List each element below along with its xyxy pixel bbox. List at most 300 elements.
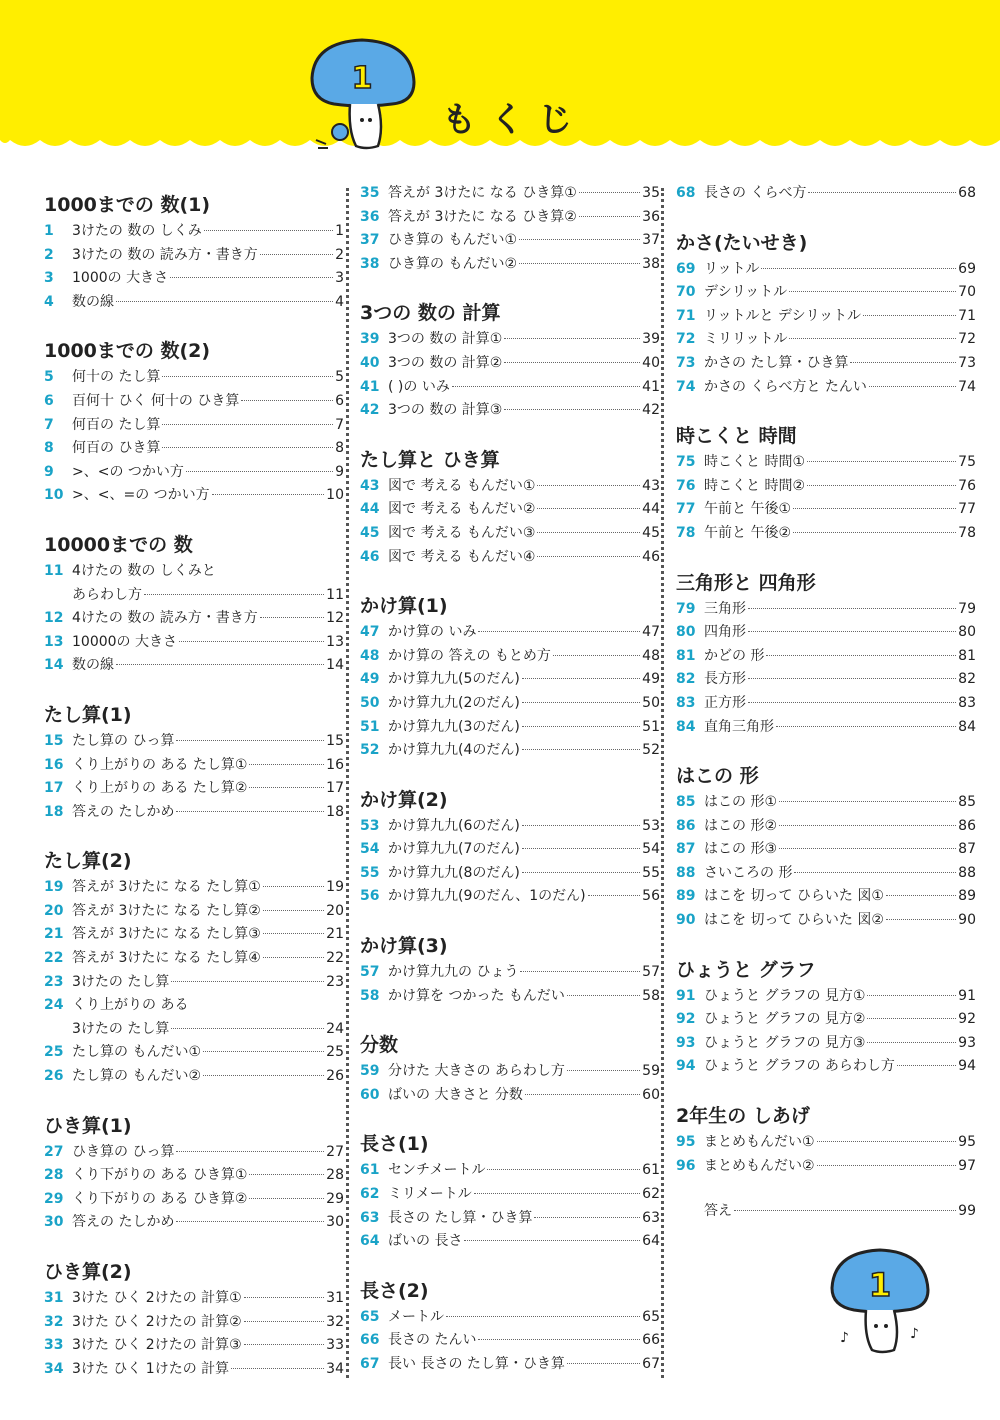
toc-entry[interactable] [44, 947, 344, 971]
toc-entry[interactable] [44, 1164, 344, 1188]
dot-leader [179, 641, 324, 642]
entry-number: 52 [360, 742, 380, 759]
section-title: 時こくと 時間 [676, 425, 797, 448]
toc-section [44, 846, 344, 1088]
section-title: ひき算(2) [44, 1261, 132, 1283]
entry-title: 正方形 [704, 694, 746, 711]
entry-page-number: 35 [642, 185, 660, 201]
toc-entry[interactable] [360, 815, 660, 839]
section-title: かさ(たいせき) [676, 231, 808, 254]
toc-entry[interactable] [44, 1311, 344, 1335]
toc-entry[interactable] [676, 1055, 976, 1079]
toc-entry[interactable] [44, 801, 344, 825]
dot-leader [116, 664, 324, 665]
toc-entry[interactable] [676, 692, 976, 716]
toc-section [360, 1129, 660, 1253]
toc-section [44, 1257, 344, 1381]
toc-entry[interactable] [44, 414, 344, 438]
dot-leader [748, 631, 956, 632]
entry-number: 76 [676, 477, 696, 494]
toc-section [44, 336, 344, 508]
toc-entry[interactable] [676, 258, 976, 282]
dot-leader [170, 277, 333, 278]
dot-leader [793, 532, 956, 533]
dot-leader [748, 678, 956, 679]
toc-entry[interactable] [360, 739, 660, 763]
toc-entry[interactable] [676, 1155, 976, 1179]
entry-title: かけ算九九(7のだん) [388, 841, 520, 858]
toc-entry[interactable] [360, 229, 660, 253]
entry-title: たし算の ひっ算 [72, 732, 175, 749]
entry-title: かけ算九九(6のだん) [388, 817, 520, 834]
entry-title: 3けた ひく 2けたの 計算③ [72, 1337, 242, 1354]
entry-title: 答えが 3けたに なる たし算② [72, 902, 261, 919]
entry-title: 長さの たし算・ひき算 [388, 1209, 533, 1226]
entry-page-number: 62 [642, 1186, 660, 1203]
toc-entry[interactable] [44, 1358, 344, 1382]
entry-number: 54 [360, 841, 380, 858]
dot-leader [249, 764, 324, 765]
entry-page-number: 18 [326, 803, 344, 820]
toc-entry[interactable] [676, 862, 976, 886]
toc-entry[interactable] [676, 281, 976, 305]
entry-page-number: 85 [958, 794, 976, 811]
entry-page-number: 16 [326, 756, 344, 773]
toc-entry[interactable] [360, 1084, 660, 1108]
dot-leader [504, 362, 640, 363]
toc-entry[interactable] [360, 716, 660, 740]
dot-leader [522, 749, 640, 750]
toc-entry[interactable] [676, 815, 976, 839]
entry-number: 72 [676, 331, 696, 348]
entry-title: リットルと デシリットル [704, 307, 862, 324]
entry-page-number: 34 [326, 1360, 344, 1377]
entry-title: ひき算の ひっ算 [72, 1143, 175, 1160]
entry-title: かけ算九九(9のだん、1のだん) [388, 888, 586, 905]
toc-entry[interactable] [676, 621, 976, 645]
entry-number: 21 [44, 926, 64, 943]
toc-entry[interactable] [360, 546, 660, 570]
entry-page-number: 47 [642, 624, 660, 641]
toc-entry[interactable] [44, 923, 344, 947]
toc-entry[interactable] [676, 909, 976, 933]
entry-title: 4けたの 数の 読み方・書き方 [72, 610, 258, 627]
entry-number: 9 [44, 463, 54, 480]
entry-title: 答えの たしかめ [72, 803, 175, 820]
toc-entry[interactable] [44, 291, 344, 315]
entry-page-number: 7 [335, 416, 344, 433]
toc-section [676, 568, 976, 740]
entry-page-number: 33 [326, 1337, 344, 1354]
entry-page-number: 86 [958, 817, 976, 834]
entry-title: ひき算の もんだい② [388, 255, 518, 272]
toc-entry[interactable] [360, 253, 660, 277]
toc-entry[interactable] [360, 1306, 660, 1330]
entry-page-number: 46 [642, 548, 660, 565]
entry-page-number: 52 [642, 742, 660, 759]
dot-leader [794, 872, 956, 873]
toc-entry[interactable] [676, 1131, 976, 1155]
entry-page-number: 38 [642, 255, 660, 272]
page-title: もくじ [442, 100, 586, 140]
entry-page-number: 69 [958, 260, 976, 277]
entry-number: 35 [360, 185, 380, 201]
entry-title: 図で 考える もんだい③ [388, 524, 536, 541]
entry-title: デシリットル [704, 284, 788, 301]
entry-number: 78 [676, 524, 696, 541]
toc-entry[interactable] [44, 654, 344, 678]
dot-leader [748, 608, 956, 609]
toc-entry[interactable] [676, 838, 976, 862]
toc-entry[interactable] [360, 1230, 660, 1254]
toc-entry[interactable] [44, 1065, 344, 1089]
toc-section [676, 1101, 976, 1178]
dot-leader [452, 386, 640, 387]
entry-title: かけ算九九の ひょう [388, 964, 519, 981]
toc-entry[interactable] [44, 1188, 344, 1212]
entry-number: 2 [44, 246, 54, 263]
entry-title: 百何十 ひく 何十の ひき算 [72, 392, 240, 409]
toc-entry[interactable] [44, 1041, 344, 1065]
entry-title: 答えが 3けたに なる たし算③ [72, 926, 261, 943]
toc-entry[interactable] [44, 461, 344, 485]
toc-entry[interactable] [360, 328, 660, 352]
toc-entry[interactable] [44, 607, 344, 631]
dot-leader [176, 1151, 324, 1152]
toc-entry[interactable] [360, 1159, 660, 1183]
entry-page-number: 76 [958, 477, 976, 494]
toc-entry[interactable] [676, 598, 976, 622]
toc-entry[interactable] [360, 1353, 660, 1377]
dot-leader [761, 268, 956, 269]
toc-entry[interactable] [360, 376, 660, 400]
dot-leader [867, 995, 956, 996]
entry-number: 73 [676, 354, 696, 371]
toc-entry[interactable] [44, 390, 344, 414]
toc-entry[interactable] [676, 1032, 976, 1056]
dot-leader [522, 872, 640, 873]
entry-number: 33 [44, 1337, 64, 1354]
entry-title: センチメートル [388, 1162, 486, 1179]
entry-title: ばいの 長さ [388, 1233, 463, 1250]
toc-entry[interactable] [44, 1141, 344, 1165]
dot-leader [212, 494, 325, 495]
entry-number: 47 [360, 624, 380, 641]
entry-title: 長方形 [704, 671, 746, 688]
entry-number: 41 [360, 378, 380, 395]
entry-title: 四角形 [704, 624, 746, 641]
entry-number: 77 [676, 501, 696, 518]
entry-number: 67 [360, 1356, 380, 1372]
toc-entry[interactable] [44, 366, 344, 390]
toc-entry[interactable] [44, 1018, 344, 1042]
entry-page-number: 26 [326, 1068, 344, 1085]
entry-number: 55 [360, 864, 380, 881]
dot-leader [204, 230, 333, 231]
svg-text:♪: ♪ [840, 1330, 849, 1346]
dot-leader [779, 801, 956, 802]
dot-leader [241, 400, 333, 401]
entry-title: 長さの くらべ方 [704, 185, 807, 201]
toc-section [676, 182, 976, 206]
section-title: 1000までの 数(2) [44, 340, 211, 363]
entry-title: 直角三角形 [704, 718, 774, 735]
entry-title: はこを 切って ひらいた 図② [704, 912, 884, 929]
section-title: ひき算(1) [44, 1114, 132, 1137]
toc-entry[interactable] [676, 1008, 976, 1032]
entry-number: 51 [360, 718, 380, 735]
entry-title: はこの 形① [704, 794, 778, 811]
entry-page-number: 49 [642, 671, 660, 688]
entry-number: 45 [360, 524, 380, 541]
dot-leader [162, 447, 333, 448]
entry-number: 90 [676, 912, 696, 929]
toc-section [360, 1030, 660, 1107]
entry-title: 3けたの たし算 [72, 973, 170, 990]
toc-entry[interactable] [44, 754, 344, 778]
toc-entry[interactable] [360, 399, 660, 423]
entry-page-number: 99 [958, 1203, 976, 1220]
entry-page-number: 8 [335, 440, 344, 457]
entry-number: 81 [676, 647, 696, 664]
dot-leader [244, 1321, 324, 1322]
toc-entry[interactable] [676, 451, 976, 475]
entry-number: 13 [44, 633, 64, 650]
dot-leader [478, 631, 640, 632]
entry-page-number: 42 [642, 402, 660, 419]
toc-entry[interactable] [360, 1207, 660, 1231]
toc-entry[interactable] [44, 971, 344, 995]
toc-entry[interactable] [44, 1287, 344, 1311]
entry-page-number: 94 [958, 1058, 976, 1075]
toc-entry[interactable] [360, 206, 660, 230]
toc-entry[interactable] [676, 328, 976, 352]
entry-title: まとめもんだい① [704, 1134, 815, 1151]
toc-entry[interactable] [44, 1211, 344, 1235]
entry-number: 61 [360, 1162, 380, 1179]
entry-title: 答えの たしかめ [72, 1214, 175, 1231]
toc-entry[interactable] [360, 838, 660, 862]
entry-page-number: 5 [335, 369, 344, 386]
entry-number: 19 [44, 879, 64, 896]
entry-title: メートル [388, 1308, 444, 1325]
entry-title: かけ算九九(5のだん) [388, 671, 520, 688]
dot-leader [162, 376, 333, 377]
entry-page-number: 59 [642, 1063, 660, 1080]
entry-title: 図で 考える もんだい② [388, 501, 536, 518]
dot-leader [779, 848, 956, 849]
toc-entry[interactable] [360, 645, 660, 669]
entry-number: 84 [676, 718, 696, 735]
toc-section [44, 190, 344, 314]
toc-entry[interactable] [360, 352, 660, 376]
entry-page-number: 1 [335, 223, 344, 239]
dot-leader [263, 957, 324, 958]
entry-page-number: 29 [326, 1190, 344, 1207]
dot-leader [793, 508, 956, 509]
entry-title: かどの 形 [704, 647, 765, 664]
entry-title: かさの くらべ方と たんい [704, 378, 867, 395]
toc-entry[interactable] [676, 645, 976, 669]
entry-number: 53 [360, 817, 380, 834]
toc-entry[interactable] [360, 621, 660, 645]
toc-entry[interactable] [676, 498, 976, 522]
toc-entry[interactable] [360, 475, 660, 499]
entry-title: 3けた ひく 2けたの 計算② [72, 1313, 242, 1330]
entry-number: 93 [676, 1034, 696, 1051]
toc-entry[interactable] [44, 631, 344, 655]
entry-title: くり下がりの ある ひき算② [72, 1190, 248, 1207]
dot-leader [886, 919, 956, 920]
toc-entry[interactable] [360, 1329, 660, 1353]
dot-leader [522, 825, 640, 826]
dot-leader [203, 1051, 324, 1052]
entry-page-number: 51 [642, 718, 660, 735]
toc-section [44, 700, 344, 824]
entry-title: 何百の ひき算 [72, 440, 161, 457]
entry-number: 62 [360, 1186, 380, 1203]
entry-number: 8 [44, 440, 54, 457]
entry-title: ひき算の もんだい① [388, 232, 518, 249]
entry-title: 長さの たんい [388, 1332, 477, 1349]
dot-leader [779, 825, 956, 826]
toc-entry[interactable] [676, 475, 976, 499]
toc-entry[interactable] [360, 1183, 660, 1207]
entry-number: 69 [676, 260, 696, 277]
entry-title: 時こくと 時間① [704, 454, 806, 471]
toc-entry[interactable] [676, 305, 976, 329]
entry-title: 答えが 3けたに なる ひき算① [388, 185, 577, 201]
entry-number: 89 [676, 888, 696, 905]
toc-entry[interactable] [676, 985, 976, 1009]
toc-entry[interactable] [676, 182, 976, 206]
entry-page-number: 41 [642, 378, 660, 395]
toc-entry[interactable] [44, 220, 344, 244]
entry-number: 1 [44, 223, 54, 239]
entry-title: 午前と 午後① [704, 501, 792, 518]
entry-title: 答えが 3けたに なる ひき算② [388, 208, 577, 225]
dot-leader [203, 1075, 324, 1076]
entry-number: 91 [676, 987, 696, 1004]
toc-entry[interactable] [676, 1200, 976, 1224]
section-title: 長さ(2) [360, 1279, 429, 1302]
dot-leader [588, 895, 641, 896]
section-title: 2年生の しあげ [676, 1105, 810, 1128]
toc-entry[interactable] [360, 885, 660, 909]
entry-title: はこの 形② [704, 817, 778, 834]
toc-entry[interactable] [44, 244, 344, 268]
entry-number: 87 [676, 841, 696, 858]
dot-leader [176, 1221, 324, 1222]
section-title: 三角形と 四角形 [676, 571, 816, 594]
toc-entry[interactable] [44, 1334, 344, 1358]
toc-entry[interactable] [44, 560, 344, 584]
entry-title: 3つの 数の 計算② [388, 354, 503, 371]
entry-number: 49 [360, 671, 380, 688]
entry-page-number: 45 [642, 524, 660, 541]
entry-page-number: 70 [958, 284, 976, 301]
toc-entry[interactable] [360, 961, 660, 985]
badge-number: 1 [868, 1266, 892, 1304]
entry-title: 答えが 3けたに なる たし算① [72, 879, 261, 896]
dot-leader [231, 1368, 324, 1369]
entry-number: 95 [676, 1134, 696, 1151]
toc-entry[interactable] [360, 668, 660, 692]
toc-entry[interactable] [360, 862, 660, 886]
entry-page-number: 15 [326, 732, 344, 749]
entry-number: 60 [360, 1086, 380, 1103]
toc-entry[interactable] [360, 522, 660, 546]
toc-entry[interactable] [44, 994, 344, 1018]
toc-entry[interactable] [44, 900, 344, 924]
toc-section [44, 1111, 344, 1235]
section-title: はこの 形 [676, 765, 759, 788]
toc-entry[interactable] [360, 1060, 660, 1084]
entry-number: 34 [44, 1360, 64, 1377]
toc-entry[interactable] [360, 498, 660, 522]
entry-number: 5 [44, 369, 54, 386]
dot-leader [263, 910, 324, 911]
toc-entry[interactable] [676, 791, 976, 815]
entry-title: まとめもんだい② [704, 1157, 815, 1174]
entry-number: 10 [44, 487, 64, 504]
toc-section [360, 785, 660, 909]
entry-page-number: 91 [958, 987, 976, 1004]
dot-leader [579, 216, 640, 217]
entry-number: 16 [44, 756, 64, 773]
entry-number: 82 [676, 671, 696, 688]
toc-entry[interactable] [44, 730, 344, 754]
toc-entry[interactable] [360, 985, 660, 1009]
toc-entry[interactable] [44, 484, 344, 508]
entry-number: 12 [44, 610, 64, 627]
dot-leader [789, 291, 956, 292]
toc-entry[interactable] [676, 668, 976, 692]
toc-entry[interactable] [676, 522, 976, 546]
toc-section [676, 955, 976, 1079]
section-title: かけ算(1) [360, 595, 448, 618]
toc-section [360, 445, 660, 569]
dot-leader [537, 485, 640, 486]
toc-entry[interactable] [676, 716, 976, 740]
entry-number: 18 [44, 803, 64, 820]
toc-entry[interactable] [676, 352, 976, 376]
entry-title: ばいの 大きさと 分数 [388, 1086, 523, 1103]
toc-entry[interactable] [360, 692, 660, 716]
toc-entry[interactable] [44, 584, 344, 608]
section-title: 3つの 数の 計算 [360, 302, 501, 325]
dot-leader [171, 1028, 324, 1029]
toc-entry[interactable] [44, 777, 344, 801]
toc-entry[interactable] [676, 885, 976, 909]
entry-page-number: 3 [335, 270, 344, 287]
entry-page-number: 24 [326, 1020, 344, 1037]
toc-entry[interactable] [360, 182, 660, 206]
toc-entry[interactable] [44, 267, 344, 291]
entry-title: ミリメートル [388, 1186, 472, 1203]
entry-page-number: 77 [958, 501, 976, 518]
entry-page-number: 87 [958, 841, 976, 858]
entry-title: かけ算九九(8のだん) [388, 864, 520, 881]
dot-leader [537, 532, 640, 533]
entry-page-number: 56 [642, 888, 660, 905]
entry-number: 86 [676, 817, 696, 834]
toc-entry[interactable] [676, 376, 976, 400]
toc-entry[interactable] [44, 437, 344, 461]
toc-entry[interactable] [44, 876, 344, 900]
dot-leader [162, 424, 333, 425]
dot-leader [567, 1070, 640, 1071]
